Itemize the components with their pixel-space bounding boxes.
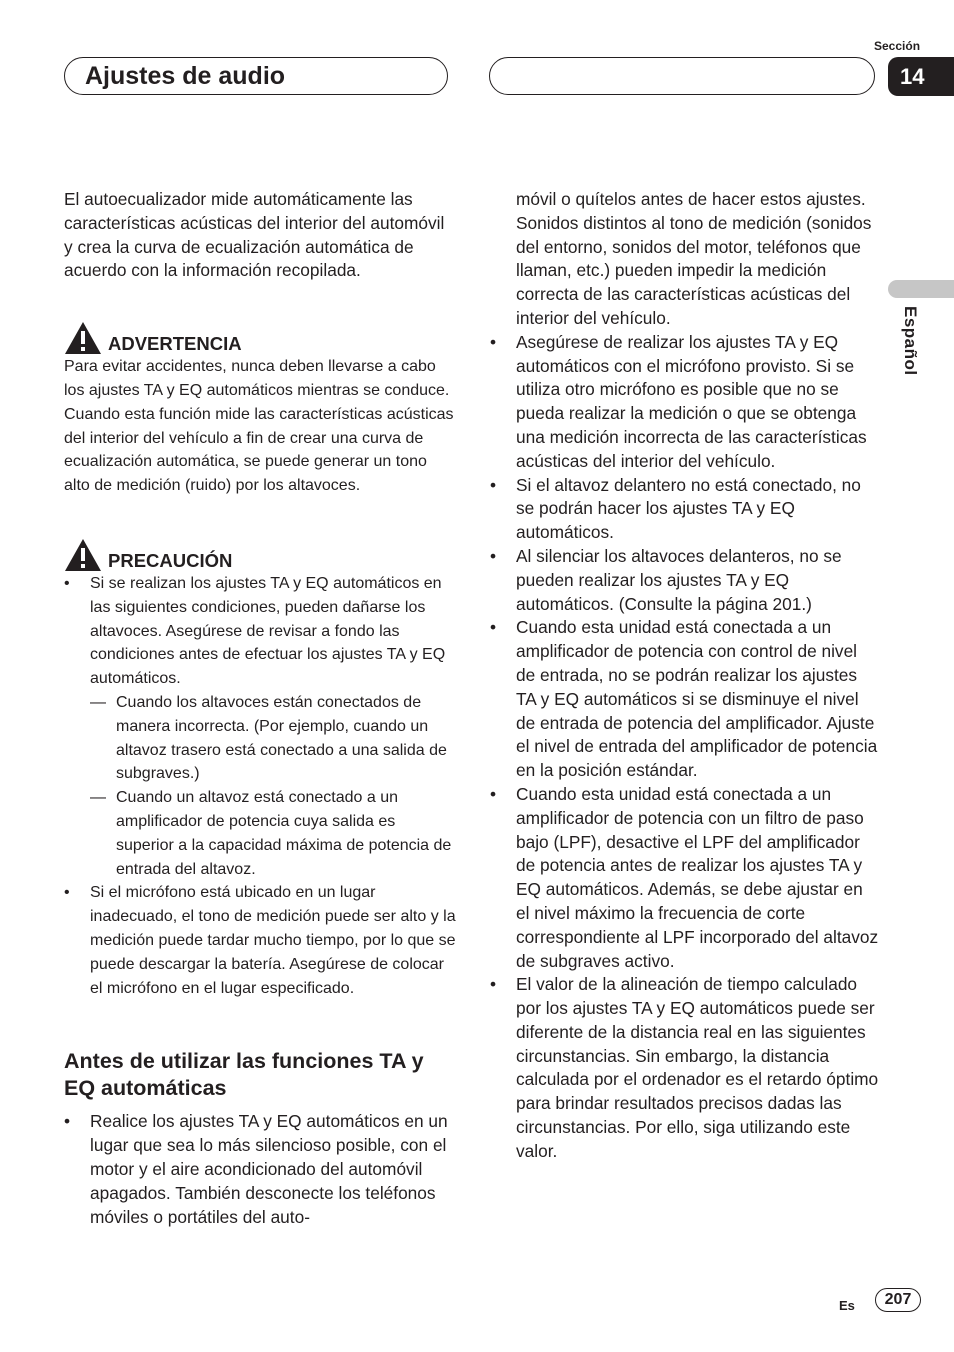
list-item: • El valor de la alineación de tiempo calculado por los ajustes TA y EQ automáticos puede ser diferente de la distancia real en las siguientes circunstancias. Sin embargo, la distancia calculada por el ordenador es el retardo óptimo para brindar resultados precisos dadas las circunstancias. Por ello, siga utilizando este valor. [490, 973, 880, 1163]
section-heading: Antes de utilizar las funciones TA y EQ automáticas [64, 1049, 424, 1101]
caution-title: PRECAUCIÓN [108, 549, 233, 571]
warning-text: Para evitar accidentes, nunca deben llevarse a cabo los ajustes TA y EQ automáticos mientras se conduce. Cuando esta función mide las características acústicas del interior del vehículo a fin de crear una curva de ecualización automática, se puede generar un tono alto de medición (ruido) por los altavoces. [64, 358, 454, 495]
list-item: • Cuando esta unidad está conectada a un amplificador de potencia con un filtro de paso bajo (LPF), desactive el LPF del amplificador de potencia antes de realizar los ajustes TA y EQ automáticos. Además, se debe ajustar en el nivel máximo la frecuencia de corte correspondiente al LPF incorporado del altavoz de subgraves activo. [490, 783, 880, 973]
page-number: 207 [875, 1288, 921, 1312]
caution-sublist [90, 691, 456, 881]
left-column [64, 188, 456, 1229]
caution-icon [64, 538, 102, 572]
intro-paragraph: El autoecualizador mide automáticamente las características acústicas del interior del automóvil y crea la curva de ecualización automática de acuerdo con la información recopilada. [64, 189, 445, 281]
caution-item: • Si el micrófono está ubicado en un lugar inadecuado, el tono de medición puede ser alto y la medición puede tardar mucho tiempo, por lo que se puede descargar la batería. Asegúrese de colocar el micrófono en el lugar especificado. [64, 881, 456, 1000]
left-bullet-list [64, 1110, 456, 1229]
warning-icon [64, 321, 102, 355]
warning-title: ADVERTENCIA [108, 333, 242, 355]
caution-subitem: — Cuando los altavoces están conectados de manera incorrecta. (Por ejemplo, cuando un altavoz trasero está conectado a una salida de subgraves.) [90, 691, 456, 786]
section-number-badge: 14 [888, 57, 954, 96]
list-item: • Cuando esta unidad está conectada a un amplificador de potencia con control de nivel de entrada, no se podrán realizar los ajustes TA y EQ automáticos si se disminuye el nivel de entrada de potencia del amplificador. Ajuste el nivel de entrada del amplificador de potencia en la posición estándar. [490, 616, 880, 783]
language-label: Español [901, 306, 920, 376]
warning-heading [64, 319, 456, 355]
header-blank-frame [489, 57, 875, 95]
right-column [490, 188, 880, 1164]
footer-language-code: Es [839, 1298, 855, 1313]
language-tab-marker [888, 280, 954, 298]
list-item: • Al silenciar los altavoces delanteros, no se pueden realizar los ajustes TA y EQ automáticos. (Consulte la página 201.) [490, 545, 880, 616]
list-item: • Si el altavoz delantero no está conectado, no se podrán hacer los ajustes TA y EQ automáticos. [490, 474, 880, 545]
section-label: Sección [874, 39, 921, 53]
list-item: • Asegúrese de realizar los ajustes TA y EQ automáticos con el micrófono provisto. Si se utiliza otro micrófono es posible que no se pueda realizar la medición o que se obtenga una medición incorrecta de las características acústicas del interior del vehículo. [490, 331, 880, 474]
caution-heading [64, 536, 456, 572]
list-item: • Realice los ajustes TA y EQ automáticos en un lugar que sea lo más silencioso posible, con el motor y el aire acondicionado del automóvil apagados. También desconecte los teléfonos móviles o portátiles del auto- [64, 1110, 456, 1229]
caution-item [64, 572, 456, 881]
page-title: Ajustes de audio [64, 57, 448, 95]
continuation-paragraph: móvil o quítelos antes de hacer estos ajustes. Sonidos distintos al tono de medición (sonidos del entorno, sonidos del motor, teléfonos que llaman, etc.) pueden impedir la medición correcta de las características acústicas del interior del vehículo. [516, 189, 872, 328]
right-bullet-list [490, 331, 880, 1164]
caution-subitem: — Cuando un altavoz está conectado a un amplificador de potencia cuya salida es superior a la capacidad máxima de potencia de entrada del altavoz. [90, 786, 456, 881]
caution-list [64, 572, 456, 1000]
caution-item-text: Si se realizan los ajustes TA y EQ automáticos en las siguientes condiciones, pueden dañarse los altavoces. Asegúrese de revisar a fondo las condiciones antes de efectuar los ajustes TA y EQ automáticos. [90, 574, 446, 688]
